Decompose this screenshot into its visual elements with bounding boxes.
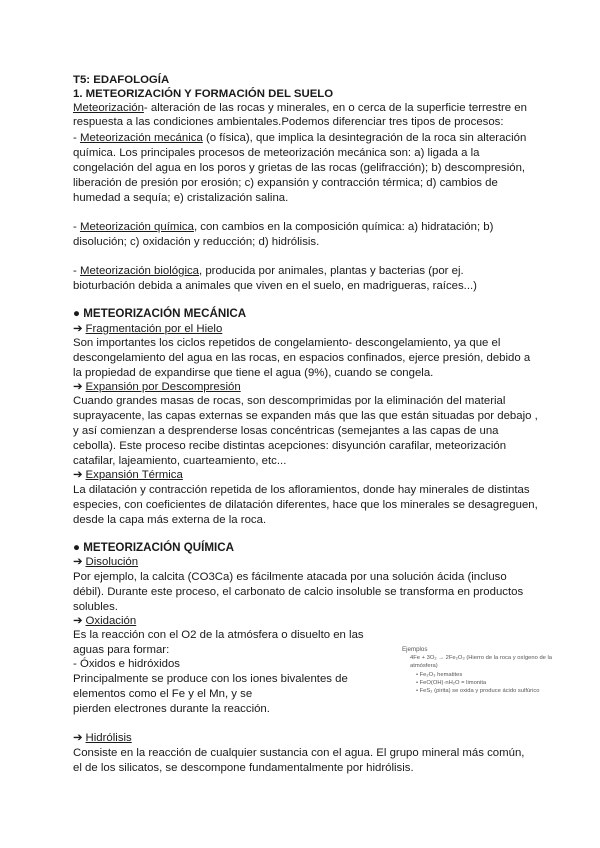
subheading-descompresion-label: Expansión por Descompresión	[85, 381, 241, 393]
ejemplo-item: atmósfera)	[410, 663, 438, 670]
termica-line-2: especies, con coeficientes de dilatación diferentes, hace que los minerales se desagreguen,	[73, 499, 538, 511]
arrow-icon: ➔	[73, 323, 83, 335]
subheading-oxidacion-label: Oxidación	[85, 615, 137, 627]
arrow-icon: ➔	[73, 469, 83, 481]
oxidacion-line-2: aguas para formar:	[73, 644, 170, 656]
arrow-icon: ➔	[73, 381, 83, 393]
bullet-dash: -	[73, 265, 80, 277]
intro-line-1	[73, 101, 527, 115]
subheading-termica-label: Expansión Térmica	[85, 469, 183, 481]
term-biologica: Meteorización biológica	[79, 265, 200, 277]
subheading-hidrolisis	[73, 731, 132, 745]
bullet-dash: -	[73, 221, 80, 233]
subheading-termica	[73, 468, 183, 482]
oxidacion-line-5: elementos como el Fe y el Mn, y se	[73, 688, 253, 700]
hidrolisis-line-1: Consiste en la reacción de cualquier sustancia con el agua. El grupo mineral más común,	[73, 747, 525, 759]
oxidacion-line-1: Es la reacción con el O2 de la atmósfera o disuelto en las	[73, 629, 364, 641]
quimica-intro-line-1-text: , con cambios en la composición química: a) hidratación; b)	[193, 221, 494, 233]
disolucion-line-2: débil). Durante este proceso, el carbonato de calcio insoluble se transforma en productos	[73, 586, 524, 598]
subheading-fragmentacion-label: Fragmentación por el Hielo	[85, 323, 223, 335]
quimica-intro-line-2: disolución; c) oxidación y reducción; d) hidrólisis.	[73, 236, 320, 248]
ejemplo-item: • FeO(OH)·nH₂O = limonita	[416, 679, 487, 686]
fragmentacion-line-3: la propiedad de expandirse que tiene el agua (9%), cuando se congela.	[73, 367, 434, 379]
section-title-quimica: ● METEORIZACIÓN QUÍMICA	[73, 541, 234, 554]
term-mecanica: Meteorización mecánica	[79, 132, 203, 144]
mecanica-intro-line-1-text: (o física), que implica la desintegración de la roca sin alteración	[202, 132, 527, 144]
termica-line-1: La dilatación y contracción repetida de los afloramientos, donde hay minerales de distintas	[73, 484, 530, 496]
subheading-descompresion	[73, 380, 241, 394]
hidrolisis-line-2: el de los silicatos, se descompone fundamentalmente por hidrólisis.	[73, 762, 414, 774]
descompresion-line-3: y así comienzan a desprenderse losas concéntricas (semejantes a las capas de una	[73, 425, 499, 437]
fragmentacion-line-1: Son importantes los ciclos repetidos de congelamiento- descongelamiento, ya que el	[73, 337, 501, 349]
term-meteorizacion: Meteorización	[73, 102, 144, 114]
disolucion-line-3: solubles.	[73, 601, 118, 613]
ejemplo-item: • Fe₂O₃ hematites	[416, 671, 463, 678]
quimica-intro-line-1	[73, 220, 493, 234]
document-title: T5: EDAFOLOGÍA	[73, 74, 170, 86]
intro-line-1-text: - alteración de las rocas y minerales, en o cerca de la superficie terrestre en	[143, 102, 527, 114]
oxidacion-line-6: pierden electrones durante la reacción.	[73, 703, 270, 715]
ejemplos-title: Ejemplos	[402, 646, 428, 653]
biologica-intro-line-2: bioturbación debida a animales que viven en el suelo, en madrigueras, raíces...)	[73, 280, 477, 292]
oxidacion-line-3: - Óxidos e hidróxidos	[73, 658, 180, 670]
arrow-icon: ➔	[73, 615, 83, 627]
ejemplos-figure	[402, 646, 592, 695]
section-title-mecanica: ● METEORIZACIÓN MECÁNICA	[73, 307, 247, 320]
descompresion-line-5: catafilar, lajeamiento, cuarteamiento, etc...	[73, 455, 287, 467]
arrow-icon: ➔	[73, 732, 83, 744]
mecanica-intro-line-3: congelación del agua en los poros y grietas de las rocas (gelifracción); b) descompresión,	[73, 162, 526, 174]
biologica-intro-line-1-text: , producida por animales, plantas y bacterias (por ej.	[199, 265, 464, 277]
arrow-icon: ➔	[73, 556, 83, 568]
subheading-disolucion	[73, 555, 138, 569]
termica-line-3: desde la capa más externa de la roca.	[73, 514, 267, 526]
subheading-hidrolisis-label: Hidrólisis	[85, 732, 132, 744]
disolucion-line-1: Por ejemplo, la calcita (CO3Ca) es fácilmente atacada por una solución ácida (incluso	[73, 571, 507, 583]
ejemplo-item: • FeS₂ (pirita) se oxida y produce ácido sulfúrico	[416, 688, 540, 695]
biologica-intro-line-1	[73, 264, 464, 278]
ejemplo-item: 4Fe + 3O₂ → 2Fe₂O₃ (Hierro de la roca y oxígeno de la	[410, 655, 553, 662]
oxidacion-line-4: Principalmente se produce con los iones bivalentes de	[73, 673, 348, 685]
mecanica-intro-line-4: liberación de presión por erosión; c) expansión y contracción térmica; d) cambios de	[73, 177, 498, 189]
subheading-oxidacion	[73, 614, 136, 628]
mecanica-intro-line-5: humedad a sequía; e) cristalización salina.	[73, 192, 289, 204]
subheading-disolucion-label: Disolución	[85, 556, 139, 568]
subheading-fragmentacion	[73, 322, 222, 336]
bullet-dash: -	[73, 132, 80, 144]
mecanica-intro-line-2: química. Los principales procesos de meteorización mecánica son: a) ligada a la	[73, 147, 480, 159]
term-quimica: Meteorización química	[79, 221, 194, 233]
fragmentacion-line-2: descongelamiento del agua en las rocas, en espacios confinados, ejerce presión, debido a	[73, 352, 531, 364]
descompresion-line-1: Cuando grandes masas de rocas, son descomprimidas por la eliminación del material	[73, 395, 506, 407]
descompresion-line-4: cebolla). Este proceso recibe distintas acepciones: disyunción carafilar, meteorización	[73, 440, 507, 452]
section-heading-1: 1. METEORIZACIÓN Y FORMACIÓN DEL SUELO	[73, 88, 334, 100]
descompresion-line-2: suprayacente, las capas externas se expanden más que las que están situadas por debajo ,	[73, 410, 538, 422]
intro-line-2: respuesta a las condiciones ambientales.Podemos diferenciar tres tipos de procesos:	[73, 116, 504, 128]
mecanica-intro-line-1	[73, 131, 526, 145]
